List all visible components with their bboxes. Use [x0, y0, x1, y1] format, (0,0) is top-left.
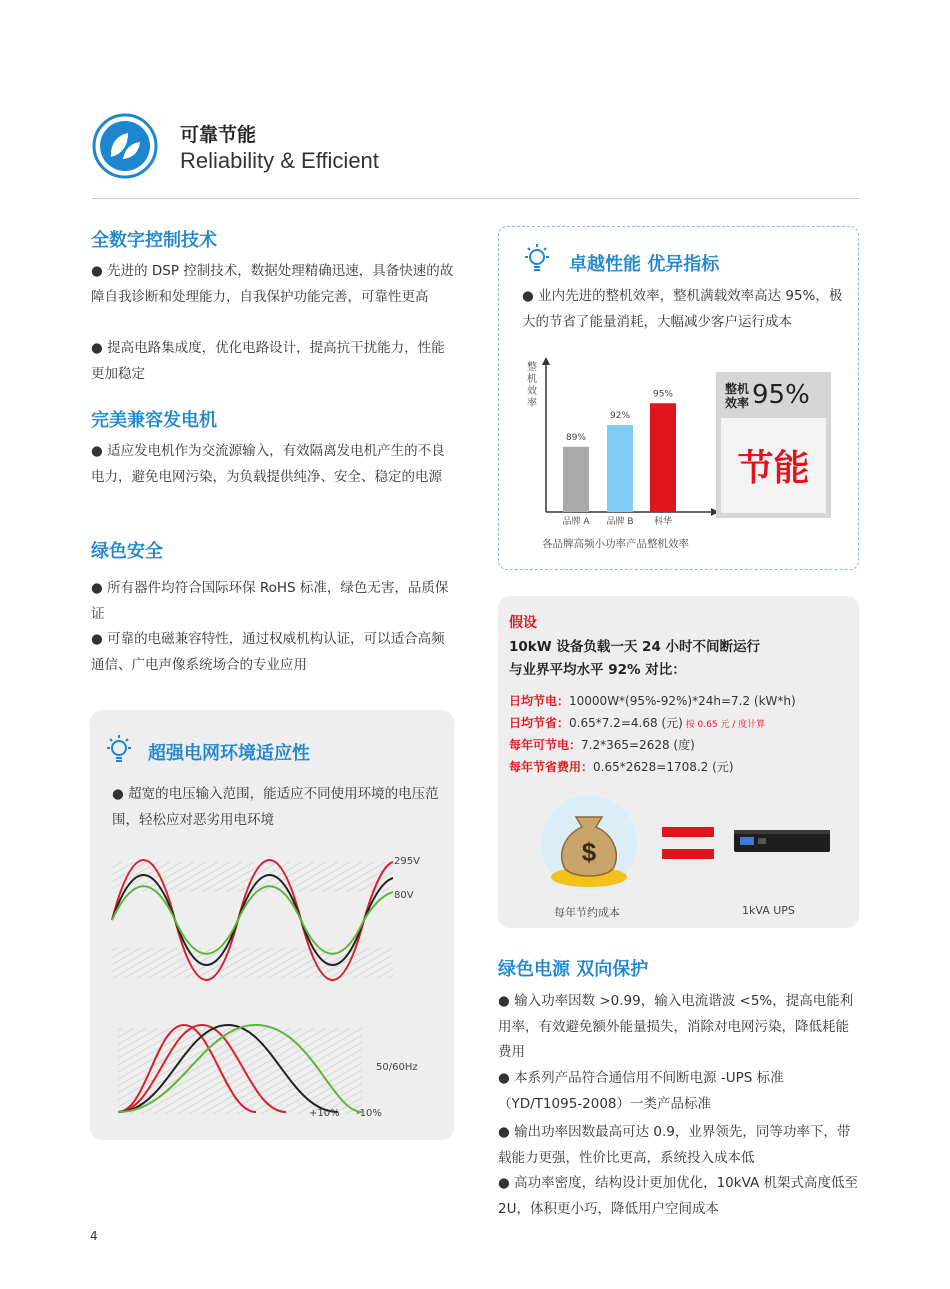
performance-bullet: ● 业内先进的整机效率，整机满载效率高达 95%，极大的节省了能量消耗，大幅减少客户运行成本 — [522, 288, 843, 330]
chart-value-label: 89% — [565, 432, 587, 443]
label-frequency: 50/60Hz — [376, 1062, 418, 1073]
ups-caption: 1kVA UPS — [742, 904, 795, 917]
low-voltage-band — [112, 948, 393, 978]
green-power-title: 绿色电源 双向保护 — [498, 959, 649, 980]
calc-value: 0.65*7.2=4.68 (元) — [569, 716, 683, 730]
badge-value: 95% — [752, 380, 810, 410]
bullet-power-factor: ● 输入功率因数 >0.99，输入电流谐波 <5%，提高电能利用率，有效避免额外能量损失，消除对电网污染，降低耗能费用 — [498, 993, 854, 1060]
calc-row — [509, 712, 765, 737]
chart-y-label: 整机效率 — [527, 362, 537, 409]
calc-row — [509, 734, 695, 757]
lightbulb-icon — [522, 242, 552, 274]
ups-device-icon — [734, 828, 830, 854]
calc-value: 0.65*2628=1708.2 (元) — [593, 760, 734, 774]
calc-value: 10000W*(95%-92%)*24h=7.2 (kW*h) — [569, 694, 796, 708]
lightbulb-icon — [104, 733, 134, 765]
label-80v: 80V — [394, 890, 414, 901]
label-plus-10: +10% — [309, 1108, 340, 1119]
label-295v: 295V — [394, 856, 420, 867]
chart-y-arrow — [542, 357, 550, 365]
equals-icon — [662, 827, 714, 861]
page-number: 4 — [90, 1229, 98, 1243]
chart-bar — [563, 447, 589, 512]
bullet-rohs: ● 所有器件均符合国际环保 RoHS 标准，绿色无害，品质保证 — [91, 580, 449, 622]
calc-label: 每年节省费用： — [509, 760, 594, 774]
calc-note: 按 0.65 元 / 度计算 — [682, 720, 766, 730]
wave-low — [112, 886, 393, 954]
efficiency-chart — [520, 355, 720, 555]
page-subtitle: Reliability & Efficient — [180, 148, 379, 173]
bullet-generator: ● 适应发电机作为交流源输入，有效隔离发电机产生的不良电力，避免电网污染，为负载提供纯净、安全、稳定的电源 — [91, 443, 445, 485]
calc-value: 7.2*365=2628 (度) — [581, 738, 695, 752]
assumption-line-2: 与业界平均水平 92% 对比： — [509, 662, 686, 678]
assumption-title: 假设 — [509, 615, 537, 631]
grid-box-bullet: ● 超宽的电压输入范围，能适应不同使用环境的电压范围，轻松应对恶劣用电环境 — [112, 786, 439, 828]
leaf-icon — [92, 113, 158, 179]
calc-row — [509, 756, 734, 779]
badge-label: 整机效率 — [725, 382, 750, 410]
calc-label: 每年可节电： — [509, 738, 582, 752]
chart-category-label: 品牌 A — [562, 517, 590, 527]
chart-bar — [607, 425, 633, 512]
bullet-density: ● 高功率密度，结构设计更加优化，10kVA 机架式高度低至 2U，体积更小巧，降低用户空间成本 — [498, 1175, 858, 1217]
label-minus-10: -10% — [356, 1108, 382, 1119]
chart-bar — [650, 403, 676, 512]
performance-title: 卓越性能 优异指标 — [569, 254, 720, 275]
calc-row — [509, 690, 796, 713]
badge-energy-saving: 节能 — [721, 418, 826, 513]
header-divider — [92, 198, 859, 199]
section-title-generator: 完美兼容发电机 — [91, 410, 217, 431]
svg-text:$: $ — [581, 837, 597, 867]
bullet-standard: ● 本系列产品符合通信用不间断电源 -UPS 标准（YD/T1095-2008）一类产品标准 — [498, 1070, 784, 1112]
bullet-dsp: ● 先进的 DSP 控制技术，数据处理精确迅速，具备快速的故障自我诊断和处理能力，自我保护功能完善，可靠性更高 — [91, 263, 454, 305]
money-caption: 每年节约成本 — [554, 906, 620, 919]
chart-title: 各品牌高频小功率产品整机效率 — [542, 538, 689, 550]
page-title: 可靠节能 — [180, 124, 257, 146]
assumption-line-1: 10kW 设备负载一天 24 小时不间断运行 — [509, 639, 761, 655]
chart-value-label: 92% — [609, 411, 631, 421]
money-bag-icon — [538, 795, 640, 895]
calc-label: 日均节省： — [509, 716, 570, 730]
calc-label: 日均节电： — [509, 694, 570, 708]
bullet-output-pf: ● 输出功率因数最高可达 0.9，业界领先，同等功率下，带载能力更强，性价比更高，系统投入成本低 — [498, 1124, 851, 1166]
grid-box-title: 超强电网环境适应性 — [148, 743, 310, 764]
chart-category-label: 品牌 B — [606, 517, 634, 527]
bullet-integration: ● 提高电路集成度，优化电路设计，提高抗干扰能力，性能更加稳定 — [91, 340, 445, 382]
bullet-emc: ● 可靠的电磁兼容特性，通过权威机构认证，可以适合高频通信、广电声像系统场合的专业应用 — [91, 631, 445, 673]
section-title-digital-control: 全数字控制技术 — [91, 230, 217, 251]
section-title-green-safety: 绿色安全 — [91, 541, 163, 562]
chart-category-label: 科华 — [653, 517, 673, 527]
chart-value-label: 95% — [652, 389, 674, 400]
